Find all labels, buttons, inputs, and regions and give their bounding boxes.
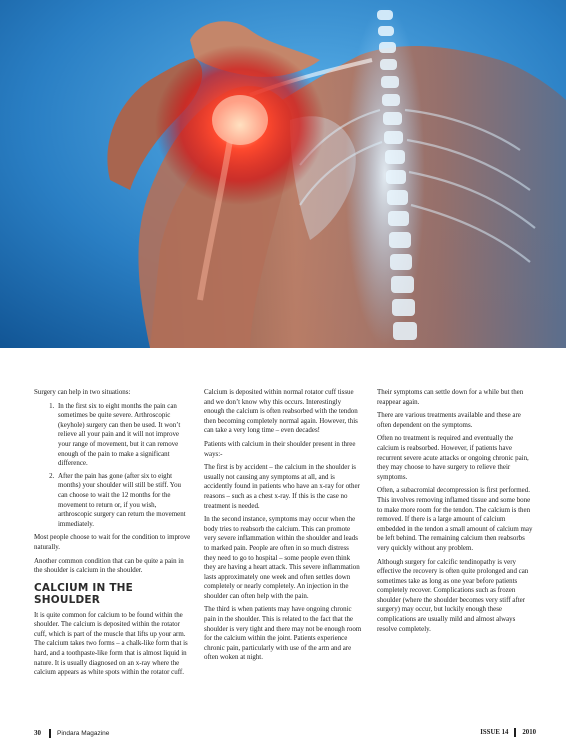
paragraph: Often, a subacromial decompression is first performed. This involves removing inflamed tissue and some bone to make more room for the tendon. The calcium is then removed. If there is a large amount of calcium embedded in the tendon a small amount of calcium may be left behind. The remaining calcium then reabsorbs very quickly without any problem. (377, 486, 533, 552)
hero-image (0, 0, 566, 348)
paragraph: In the second instance, symptoms may occur when the body tries to reabsorb the calcium. This can promote very severe inflammation within the shoulder and leads to marked pain. People are often in so much distress they need to go to hospital – some people even think they are having a heart attack. This severe inflammation lasts approximately one week and often settles down completely or nearly completely. An injection in the shoulder can often help with the pain. (204, 515, 360, 600)
article-body (34, 388, 536, 718)
column-3 (377, 388, 535, 638)
list-item: 1. In the first six to eight months the pain can sometimes be quite severe. Arthroscopic (keyhole) surgery can then be used. It won’t relieve all your pain and it will not improve your range of movement, but it can remove enough of the pain to make a significant difference. (56, 402, 191, 469)
paragraph: Although surgery for calcific tendinopathy is very effective the recovery is often quite prolonged and can sometimes take as long as one year before patients completely recover. Complications such as frozen shoulder (where the shoulder becomes very stiff after surgery) may occur, but luckily enough these complications are usually mild and almost always resolve completely. (377, 557, 529, 633)
paragraph: Surgery can help in two situations: (34, 388, 131, 396)
paragraph: The first is by accident – the calcium in the shoulder is usually not causing any symptoms at all, and is accidently found in patients who have an x-ray for other reasons – such as a chest x-ray. If this is the case no treatment is needed. (204, 463, 360, 510)
issue-label: ISSUE 14 (480, 729, 509, 736)
shoulder-pain-illustration (0, 0, 566, 348)
paragraph: Their symptoms can settle down for a while but then reappear again. (377, 388, 524, 406)
footer-divider (514, 728, 516, 737)
paragraph: Calcium is deposited within normal rotator cuff tissue and we don’t know why this occurs. Interestingly enough the calcium is often reabsorbed with the tendon then becoming completely normal again. However, this can take a very long time – even decades! (204, 388, 358, 435)
footer-divider (49, 729, 51, 738)
page-footer (34, 727, 536, 739)
paragraph: Another common condition that can be quite a pain in the shoulder is calcium in the shoulder. (34, 556, 184, 575)
section-heading: CALCIUM IN THE SHOULDER (34, 581, 134, 606)
paragraph: There are various treatments available and these are often dependent on the symptoms. (377, 411, 521, 429)
paragraph: It is quite common for calcium to be found within the shoulder. The calcium is deposited within the rotator cuff, which is part of the muscle that lifts up your arm. The calcium takes two forms – a chalk-like form that is hard, and a toothpaste-like form that is almost liquid in nature. It is usually diagnosed on an x-ray where the calcium appears as white spots within the rotator cuff. (34, 610, 188, 677)
list-item: 2. After the pain has gone (after six to eight months) your shoulder will still be stiff. You can choose to wait the 12 months for the movement to return or, if you wish, arthroscopic surgery can return the movement immediately. (56, 472, 191, 530)
paragraph: Most people choose to wait for the condition to improve naturally. (34, 533, 191, 551)
paragraph: Patients with calcium in their shoulder present in three ways:- (204, 439, 356, 458)
footer-left (34, 727, 109, 740)
numbered-list (34, 402, 191, 530)
page-number: 30 (34, 729, 41, 737)
issue-year: 2010 (522, 729, 536, 736)
paragraph: Often no treatment is required and eventually the calcium is reabsorbed. However, if patients have recurrent severe acute attacks or ongoing chronic pain, they may choose to have surgery to relieve their symptoms. (377, 434, 529, 481)
footer-right (480, 727, 536, 739)
paragraph: The third is when patients may have ongoing chronic pain in the shoulder. This is related to the fact that the shoulder is very tight and there may not be enough room for the calcium within the joint. Patients experience chronic pain, particularly with use of the arm and are often woken at night. (204, 605, 362, 662)
column-1 (34, 388, 191, 682)
column-2 (204, 388, 362, 667)
magazine-name: Pindara Magazine (57, 730, 110, 737)
